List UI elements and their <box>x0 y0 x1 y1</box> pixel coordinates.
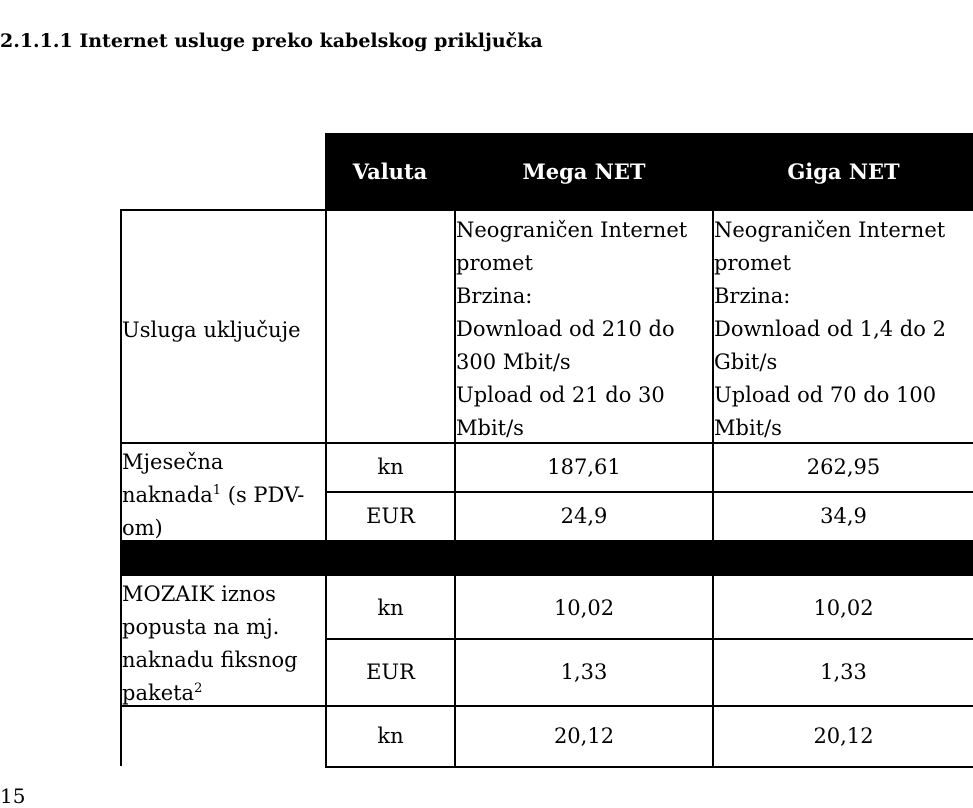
service-line: Upload od 21 do 30 <box>456 383 665 407</box>
service-line: Neograničen Internet <box>714 218 946 242</box>
label-line: om) <box>122 516 163 540</box>
price-cell: 20,12 <box>553 724 615 748</box>
label-line <box>122 479 324 512</box>
service-label: Usluga uključuje <box>122 318 301 342</box>
price-cell: 262,95 <box>806 455 881 479</box>
service-line: Upload od 70 do 100 <box>714 383 937 407</box>
row-line <box>325 766 973 768</box>
service-line: 300 Mbit/s <box>456 350 571 374</box>
service-line: promet <box>456 251 533 275</box>
currency-cell: kn <box>377 595 404 620</box>
label-text: naknada <box>122 483 213 507</box>
service-line: Mbit/s <box>456 416 524 440</box>
service-giga-cell <box>714 214 973 445</box>
price-cell: 20,12 <box>813 724 874 748</box>
header-valuta: Valuta <box>326 133 454 210</box>
section-heading: 2.1.1.1 Internet usluge preko kabelskog priključka <box>0 30 543 52</box>
label-line <box>122 677 324 710</box>
price-cell: 10,02 <box>553 595 615 620</box>
mozaik-discount-label <box>122 578 324 710</box>
service-mega-cell <box>456 214 712 445</box>
label-line: naknadu fiksnog <box>122 648 298 672</box>
service-line: Brzina: <box>456 284 533 308</box>
label-line: MOZAIK iznos <box>122 582 276 606</box>
currency-cell: kn <box>377 455 404 479</box>
row-line <box>120 209 973 211</box>
label-text: paketa <box>122 681 195 705</box>
price-cell: 34,9 <box>820 504 867 528</box>
service-line: Gbit/s <box>714 350 778 374</box>
service-line: Neograničen Internet <box>456 218 688 242</box>
label-line: popusta na mj. <box>122 615 280 639</box>
footnote-mark: 2 <box>194 681 203 696</box>
label-line: Mjesečna <box>122 450 224 474</box>
service-line: Mbit/s <box>714 416 782 440</box>
page-number: 15 <box>0 784 26 808</box>
service-line: Download od 1,4 do 2 <box>714 317 946 341</box>
currency-cell: EUR <box>366 504 415 528</box>
service-line: Brzina: <box>714 284 791 308</box>
monthly-fee-label <box>122 446 324 545</box>
price-cell: 1,33 <box>560 660 608 684</box>
price-cell: 187,61 <box>547 455 621 479</box>
footnote-mark: 1 <box>212 483 222 498</box>
price-cell: 10,02 <box>813 595 874 620</box>
price-cell: 24,9 <box>560 504 608 528</box>
label-text: (s PDV- <box>227 483 305 507</box>
currency-cell: kn <box>377 724 404 748</box>
service-line: promet <box>714 251 791 275</box>
header-giga-net: Giga NET <box>714 133 973 210</box>
service-line: Download od 210 do <box>456 317 675 341</box>
price-cell: 1,33 <box>820 660 867 684</box>
separator-band <box>121 541 973 576</box>
currency-cell: EUR <box>366 660 415 684</box>
header-mega-net: Mega NET <box>456 133 712 210</box>
